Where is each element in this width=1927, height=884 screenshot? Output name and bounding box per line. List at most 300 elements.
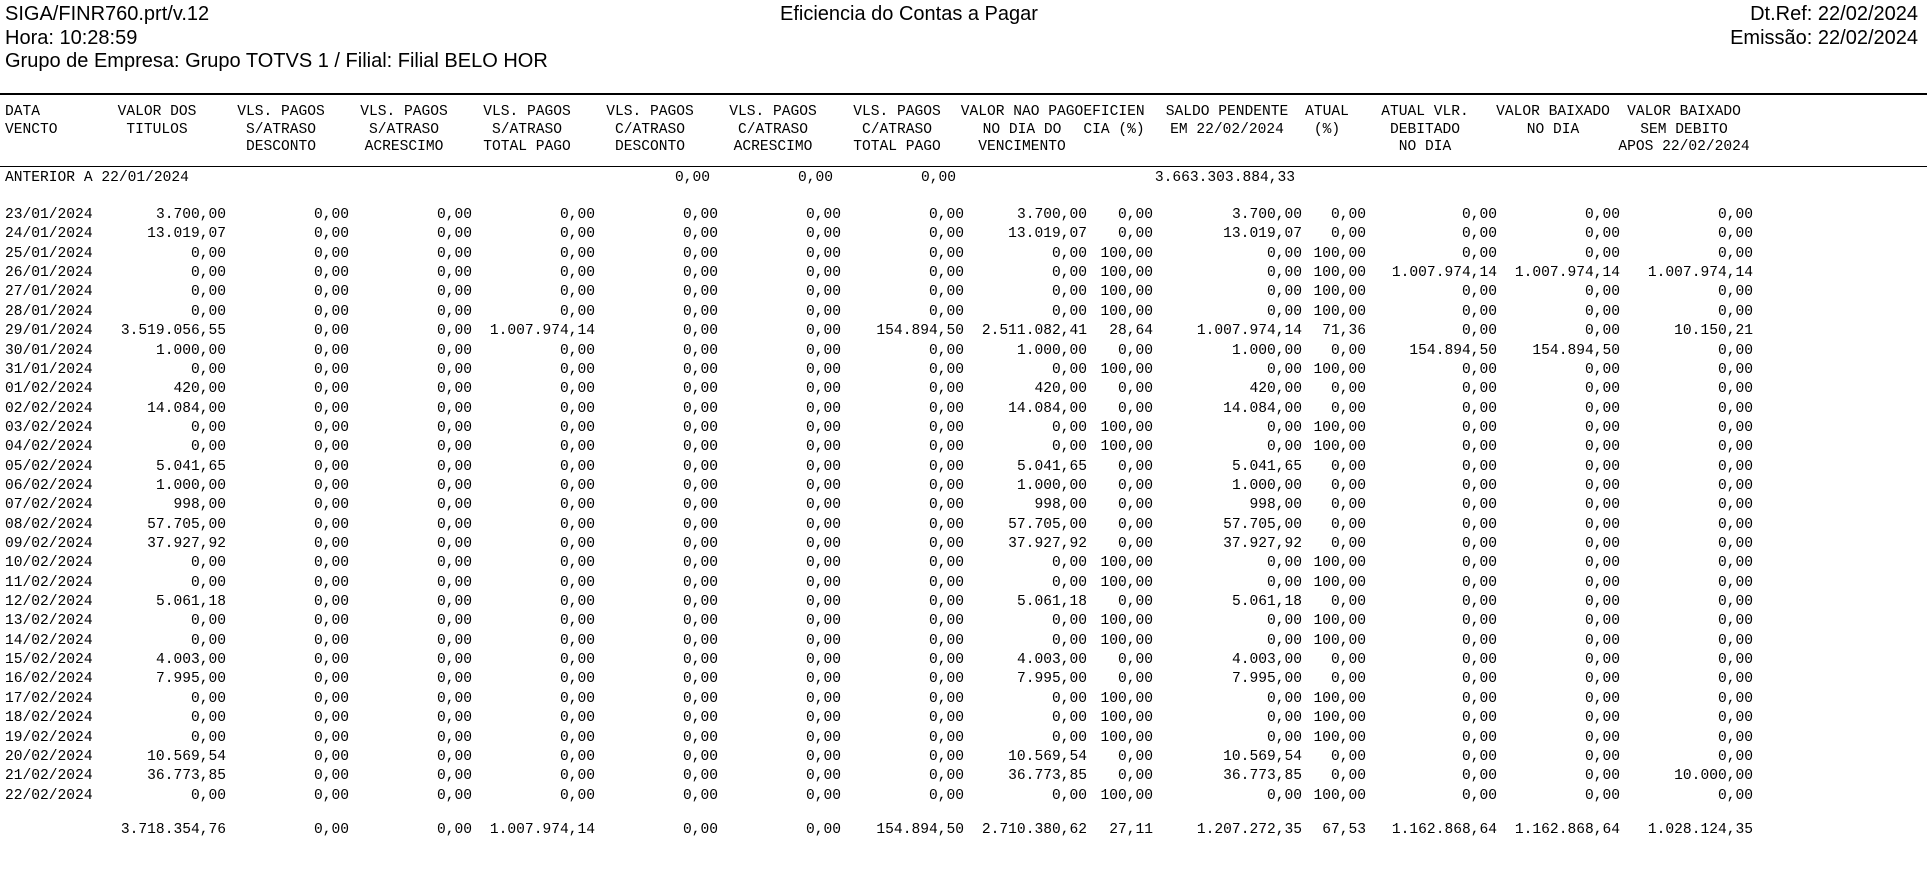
cell-c-atraso-desconto: 0,00: [682, 207, 718, 223]
cell-atual-pct: 100,00: [1313, 245, 1366, 262]
cell-c-atraso-acrescimo: 0,00: [805, 671, 841, 688]
cell-atual-pct: 0,00: [1330, 458, 1366, 475]
cell-eficiencia: 0,00: [1117, 748, 1153, 765]
cell-atual-pct: 100,00: [1313, 632, 1366, 649]
cell-s-atraso-acrescimo: 0,00: [436, 226, 472, 243]
cell-s-atraso-acrescimo: 0,00: [436, 207, 472, 223]
cell-s-atraso-total: 0,00: [559, 477, 595, 494]
cell-s-atraso-total: 0,00: [559, 303, 595, 320]
cell-c-atraso-acrescimo: 0,00: [805, 594, 841, 610]
total-s-atraso-desconto: 0,00: [313, 822, 349, 838]
cell-eficiencia: 100,00: [1100, 632, 1153, 649]
cell-data-vencto: 26/01/2024: [5, 265, 93, 282]
cell-atual-pct: 100,00: [1313, 690, 1366, 707]
cell-c-atraso-desconto: 0,00: [682, 729, 718, 746]
cell-valor-baixado-dia: 0,00: [1584, 555, 1620, 572]
cell-data-vencto: 11/02/2024: [5, 574, 93, 591]
cell-c-atraso-acrescimo: 0,00: [805, 613, 841, 630]
cell-s-atraso-desconto: 0,00: [313, 710, 349, 727]
cell-atual-pct: 100,00: [1313, 303, 1366, 320]
cell-eficiencia: 100,00: [1100, 245, 1153, 262]
cell-c-atraso-total: 0,00: [928, 555, 964, 572]
cell-saldo-pendente: 0,00: [1266, 303, 1302, 320]
cell-s-atraso-desconto: 0,00: [313, 419, 349, 436]
cell-atual-pct: 100,00: [1313, 284, 1366, 301]
cell-saldo-pendente: 0,00: [1266, 632, 1302, 649]
cell-c-atraso-total: 0,00: [928, 245, 964, 262]
cell-c-atraso-acrescimo: 0,00: [805, 516, 841, 533]
cell-c-atraso-desconto: 0,00: [682, 710, 718, 727]
cell-valor-titulos: 57.705,00: [147, 516, 226, 533]
column-header-c-atraso-acrescimo: VLS. PAGOS C/ATRASO ACRESCIMO: [729, 104, 817, 155]
cell-valor-nao-pago: 0,00: [1051, 361, 1087, 378]
cell-valor-nao-pago: 0,00: [1051, 439, 1087, 456]
cell-c-atraso-total: 0,00: [928, 768, 964, 785]
cell-atual-vlr-debitado: 0,00: [1461, 729, 1497, 746]
cell-data-vencto: 14/02/2024: [5, 632, 93, 649]
cell-atual-pct: 100,00: [1313, 419, 1366, 436]
cell-saldo-pendente: 0,00: [1266, 613, 1302, 630]
cell-valor-nao-pago: 420,00: [1034, 381, 1087, 398]
cell-valor-baixado-sem-debito: 0,00: [1717, 594, 1753, 610]
cell-c-atraso-desconto: 0,00: [682, 497, 718, 514]
cell-valor-baixado-dia: 0,00: [1584, 787, 1620, 804]
cell-data-vencto: 25/01/2024: [5, 245, 93, 262]
cell-valor-baixado-dia: 0,00: [1584, 419, 1620, 436]
column-header-s-atraso-desconto: VLS. PAGOS S/ATRASO DESCONTO: [237, 104, 325, 155]
cell-c-atraso-total: 0,00: [928, 710, 964, 727]
cell-valor-titulos: 5.041,65: [155, 458, 226, 475]
cell-eficiencia: 100,00: [1100, 710, 1153, 727]
total-saldo-pendente: 1.207.272,35: [1196, 822, 1302, 838]
column-header-valor-baixado-sem-debito: VALOR BAIXADO SEM DEBITO APOS 22/02/2024: [1618, 104, 1750, 155]
cell-c-atraso-total: 0,00: [928, 729, 964, 746]
cell-s-atraso-acrescimo: 0,00: [436, 574, 472, 591]
cell-valor-titulos: 0,00: [190, 419, 226, 436]
cell-valor-baixado-sem-debito: 0,00: [1717, 400, 1753, 417]
cell-saldo-pendente: 0,00: [1266, 245, 1302, 262]
cell-eficiencia: 0,00: [1117, 768, 1153, 785]
cell-saldo-pendente: 0,00: [1266, 710, 1302, 727]
cell-s-atraso-acrescimo: 0,00: [436, 613, 472, 630]
total-valor-baixado-sem-debito: 1.028.124,35: [1647, 822, 1753, 838]
cell-atual-vlr-debitado: 0,00: [1461, 748, 1497, 765]
header-divider: [0, 93, 1927, 95]
cell-data-vencto: 01/02/2024: [5, 381, 93, 398]
cell-s-atraso-desconto: 0,00: [313, 439, 349, 456]
cell-data-vencto: 31/01/2024: [5, 361, 93, 378]
cell-c-atraso-total: 0,00: [928, 671, 964, 688]
cell-valor-titulos: 37.927,92: [147, 536, 226, 552]
cell-s-atraso-desconto: 0,00: [313, 632, 349, 649]
cell-c-atraso-acrescimo: 0,00: [805, 652, 841, 668]
cell-atual-vlr-debitado: 0,00: [1461, 710, 1497, 727]
cell-atual-vlr-debitado: 0,00: [1461, 303, 1497, 320]
cell-s-atraso-acrescimo: 0,00: [436, 594, 472, 610]
cell-atual-pct: 100,00: [1313, 439, 1366, 456]
column-header-c-atraso-total: VLS. PAGOS C/ATRASO TOTAL PAGO: [853, 104, 941, 155]
cell-data-vencto: 20/02/2024: [5, 748, 93, 765]
cell-s-atraso-desconto: 0,00: [313, 207, 349, 223]
cell-s-atraso-total: 0,00: [559, 497, 595, 514]
cell-s-atraso-total: 0,00: [559, 613, 595, 630]
cell-valor-baixado-dia: 0,00: [1584, 613, 1620, 630]
cell-atual-pct: 0,00: [1330, 594, 1366, 610]
report-time: Hora: 10:28:59: [5, 27, 138, 49]
cell-eficiencia: 0,00: [1117, 477, 1153, 494]
cell-valor-nao-pago: 0,00: [1051, 245, 1087, 262]
cell-valor-nao-pago: 4.003,00: [1016, 652, 1087, 668]
cell-c-atraso-acrescimo: 0,00: [805, 497, 841, 514]
cell-s-atraso-desconto: 0,00: [313, 671, 349, 688]
cell-saldo-pendente: 0,00: [1266, 574, 1302, 591]
total-valor-titulos: 3.718.354,76: [120, 822, 226, 838]
cell-s-atraso-total: 0,00: [559, 768, 595, 785]
cell-valor-baixado-sem-debito: 0,00: [1717, 361, 1753, 378]
cell-s-atraso-total: 0,00: [559, 361, 595, 378]
cell-c-atraso-acrescimo: 0,00: [805, 303, 841, 320]
cell-valor-titulos: 0,00: [190, 284, 226, 301]
emission-date: Emissão: 22/02/2024: [1730, 27, 1918, 49]
cell-saldo-pendente: 0,00: [1266, 690, 1302, 707]
cell-valor-titulos: 3.700,00: [155, 207, 226, 223]
cell-valor-baixado-dia: 0,00: [1584, 652, 1620, 668]
cell-s-atraso-desconto: 0,00: [313, 323, 349, 340]
cell-c-atraso-desconto: 0,00: [682, 323, 718, 340]
cell-s-atraso-acrescimo: 0,00: [436, 284, 472, 301]
cell-c-atraso-desconto: 0,00: [682, 613, 718, 630]
cell-valor-baixado-sem-debito: 0,00: [1717, 477, 1753, 494]
cell-eficiencia: 100,00: [1100, 284, 1153, 301]
cell-s-atraso-acrescimo: 0,00: [436, 400, 472, 417]
total-atual-vlr-debitado: 1.162.868,64: [1391, 822, 1497, 838]
cell-data-vencto: 05/02/2024: [5, 458, 93, 475]
cell-s-atraso-total: 0,00: [559, 207, 595, 223]
column-header-valor-nao-pago: VALOR NAO PAGO NO DIA DO VENCIMENTO: [960, 104, 1084, 155]
cell-s-atraso-desconto: 0,00: [313, 787, 349, 804]
cell-atual-vlr-debitado: 0,00: [1461, 574, 1497, 591]
cell-atual-vlr-debitado: 0,00: [1461, 787, 1497, 804]
cell-data-vencto: 12/02/2024: [5, 594, 93, 610]
cell-valor-baixado-sem-debito: 0,00: [1717, 536, 1753, 552]
cell-valor-nao-pago: 1.000,00: [1016, 342, 1087, 359]
cell-eficiencia: 0,00: [1117, 536, 1153, 552]
cell-valor-baixado-dia: 0,00: [1584, 497, 1620, 514]
cell-atual-vlr-debitado: 0,00: [1461, 381, 1497, 398]
cell-valor-baixado-dia: 0,00: [1584, 632, 1620, 649]
cell-s-atraso-acrescimo: 0,00: [436, 342, 472, 359]
cell-s-atraso-acrescimo: 0,00: [436, 710, 472, 727]
cell-valor-baixado-sem-debito: 0,00: [1717, 439, 1753, 456]
cell-data-vencto: 10/02/2024: [5, 555, 93, 572]
cell-c-atraso-acrescimo: 0,00: [805, 536, 841, 552]
cell-s-atraso-total: 0,00: [559, 574, 595, 591]
cell-c-atraso-acrescimo: 0,00: [805, 207, 841, 223]
cell-valor-baixado-sem-debito: 0,00: [1717, 748, 1753, 765]
cell-s-atraso-acrescimo: 0,00: [436, 729, 472, 746]
cell-c-atraso-total: 0,00: [928, 787, 964, 804]
cell-valor-baixado-dia: 0,00: [1584, 303, 1620, 320]
cell-valor-titulos: 998,00: [173, 497, 226, 514]
cell-valor-nao-pago: 2.511.082,41: [981, 323, 1087, 340]
cell-eficiencia: 0,00: [1117, 381, 1153, 398]
cell-c-atraso-total: 154.894,50: [876, 323, 964, 340]
column-header-valor-titulos: VALOR DOS TITULOS: [117, 104, 197, 138]
cell-s-atraso-acrescimo: 0,00: [436, 516, 472, 533]
cell-s-atraso-total: 0,00: [559, 555, 595, 572]
cell-s-atraso-total: 0,00: [559, 265, 595, 282]
cell-valor-nao-pago: 3.700,00: [1016, 207, 1087, 223]
cell-eficiencia: 100,00: [1100, 574, 1153, 591]
cell-valor-nao-pago: 13.019,07: [1008, 226, 1087, 243]
cell-atual-vlr-debitado: 0,00: [1461, 400, 1497, 417]
cell-saldo-pendente: 0,00: [1266, 265, 1302, 282]
cell-data-vencto: 21/02/2024: [5, 768, 93, 785]
cell-c-atraso-total: 0,00: [928, 613, 964, 630]
cell-saldo-pendente: 0,00: [1266, 555, 1302, 572]
cell-valor-baixado-sem-debito: 0,00: [1717, 574, 1753, 591]
cell-s-atraso-acrescimo: 0,00: [436, 303, 472, 320]
cell-valor-nao-pago: 37.927,92: [1008, 536, 1087, 552]
cell-c-atraso-acrescimo: 0,00: [805, 768, 841, 785]
cell-c-atraso-desconto: 0,00: [682, 303, 718, 320]
cell-valor-nao-pago: 0,00: [1051, 265, 1087, 282]
cell-c-atraso-acrescimo: 0,00: [805, 632, 841, 649]
cell-valor-titulos: 0,00: [190, 787, 226, 804]
cell-valor-titulos: 0,00: [190, 245, 226, 262]
cell-valor-baixado-dia: 0,00: [1584, 516, 1620, 533]
cell-c-atraso-desconto: 0,00: [682, 419, 718, 436]
cell-c-atraso-desconto: 0,00: [682, 226, 718, 243]
cell-s-atraso-total: 0,00: [559, 729, 595, 746]
reference-date: Dt.Ref: 22/02/2024: [1750, 3, 1918, 25]
cell-data-vencto: 06/02/2024: [5, 477, 93, 494]
cell-valor-nao-pago: 0,00: [1051, 787, 1087, 804]
cell-valor-baixado-sem-debito: 0,00: [1717, 303, 1753, 320]
cell-eficiencia: 0,00: [1117, 458, 1153, 475]
cell-s-atraso-total: 0,00: [559, 671, 595, 688]
cell-atual-pct: 0,00: [1330, 497, 1366, 514]
cell-valor-baixado-dia: 0,00: [1584, 477, 1620, 494]
cell-atual-vlr-debitado: 0,00: [1461, 477, 1497, 494]
cell-c-atraso-desconto: 0,00: [682, 458, 718, 475]
cell-atual-pct: 0,00: [1330, 748, 1366, 765]
cell-c-atraso-total: 0,00: [928, 400, 964, 417]
cell-valor-baixado-dia: 0,00: [1584, 458, 1620, 475]
cell-valor-baixado-dia: 0,00: [1584, 690, 1620, 707]
anterior-acrescimo: 0,00: [797, 170, 833, 186]
cell-s-atraso-acrescimo: 0,00: [436, 439, 472, 456]
cell-valor-baixado-sem-debito: 0,00: [1717, 516, 1753, 533]
cell-atual-vlr-debitado: 0,00: [1461, 361, 1497, 378]
cell-s-atraso-desconto: 0,00: [313, 516, 349, 533]
cell-data-vencto: 08/02/2024: [5, 516, 93, 533]
cell-valor-titulos: 0,00: [190, 303, 226, 320]
cell-atual-pct: 100,00: [1313, 729, 1366, 746]
cell-atual-pct: 100,00: [1313, 265, 1366, 282]
cell-eficiencia: 100,00: [1100, 555, 1153, 572]
cell-valor-baixado-dia: 0,00: [1584, 207, 1620, 223]
cell-s-atraso-desconto: 0,00: [313, 497, 349, 514]
cell-valor-baixado-sem-debito: 0,00: [1717, 652, 1753, 668]
cell-eficiencia: 0,00: [1117, 497, 1153, 514]
cell-s-atraso-acrescimo: 0,00: [436, 361, 472, 378]
cell-c-atraso-acrescimo: 0,00: [805, 419, 841, 436]
cell-atual-vlr-debitado: 0,00: [1461, 419, 1497, 436]
cell-atual-pct: 100,00: [1313, 555, 1366, 572]
cell-saldo-pendente: 7.995,00: [1231, 671, 1302, 688]
cell-valor-nao-pago: 5.061,18: [1016, 594, 1087, 610]
column-header-data-vencto: DATA VENCTO: [5, 104, 58, 138]
total-c-atraso-desconto: 0,00: [682, 822, 718, 838]
cell-s-atraso-acrescimo: 0,00: [436, 419, 472, 436]
cell-s-atraso-desconto: 0,00: [313, 265, 349, 282]
cell-atual-vlr-debitado: 0,00: [1461, 632, 1497, 649]
cell-c-atraso-acrescimo: 0,00: [805, 748, 841, 765]
cell-c-atraso-acrescimo: 0,00: [805, 710, 841, 727]
cell-atual-vlr-debitado: 0,00: [1461, 226, 1497, 243]
cell-valor-baixado-dia: 0,00: [1584, 574, 1620, 591]
cell-data-vencto: 19/02/2024: [5, 729, 93, 746]
cell-s-atraso-total: 0,00: [559, 536, 595, 552]
cell-valor-baixado-sem-debito: 0,00: [1717, 787, 1753, 804]
cell-s-atraso-total: 0,00: [559, 594, 595, 610]
cell-s-atraso-total: 0,00: [559, 748, 595, 765]
cell-saldo-pendente: 0,00: [1266, 787, 1302, 804]
cell-data-vencto: 17/02/2024: [5, 690, 93, 707]
cell-atual-vlr-debitado: 0,00: [1461, 516, 1497, 533]
cell-valor-baixado-sem-debito: 0,00: [1717, 710, 1753, 727]
cell-eficiencia: 0,00: [1117, 671, 1153, 688]
cell-s-atraso-desconto: 0,00: [313, 303, 349, 320]
column-header-divider: [0, 166, 1927, 167]
cell-s-atraso-desconto: 0,00: [313, 458, 349, 475]
cell-valor-baixado-sem-debito: 0,00: [1717, 381, 1753, 398]
cell-atual-pct: 100,00: [1313, 613, 1366, 630]
cell-atual-pct: 100,00: [1313, 710, 1366, 727]
cell-c-atraso-desconto: 0,00: [682, 439, 718, 456]
cell-s-atraso-desconto: 0,00: [313, 381, 349, 398]
cell-saldo-pendente: 420,00: [1249, 381, 1302, 398]
cell-eficiencia: 0,00: [1117, 400, 1153, 417]
cell-s-atraso-total: 0,00: [559, 226, 595, 243]
cell-s-atraso-acrescimo: 0,00: [436, 265, 472, 282]
cell-saldo-pendente: 4.003,00: [1231, 652, 1302, 668]
cell-c-atraso-total: 0,00: [928, 381, 964, 398]
cell-valor-baixado-dia: 0,00: [1584, 729, 1620, 746]
cell-valor-titulos: 36.773,85: [147, 768, 226, 785]
cell-saldo-pendente: 14.084,00: [1223, 400, 1302, 417]
cell-atual-vlr-debitado: 0,00: [1461, 652, 1497, 668]
cell-valor-baixado-sem-debito: 0,00: [1717, 458, 1753, 475]
cell-valor-nao-pago: 14.084,00: [1008, 400, 1087, 417]
cell-c-atraso-acrescimo: 0,00: [805, 458, 841, 475]
cell-valor-titulos: 0,00: [190, 361, 226, 378]
cell-c-atraso-acrescimo: 0,00: [805, 555, 841, 572]
cell-valor-nao-pago: 36.773,85: [1008, 768, 1087, 785]
cell-c-atraso-total: 0,00: [928, 342, 964, 359]
cell-data-vencto: 28/01/2024: [5, 303, 93, 320]
cell-eficiencia: 100,00: [1100, 439, 1153, 456]
total-valor-nao-pago: 2.710.380,62: [981, 822, 1087, 838]
cell-data-vencto: 18/02/2024: [5, 710, 93, 727]
program-id: SIGA/FINR760.prt/v.12: [5, 3, 210, 25]
cell-c-atraso-desconto: 0,00: [682, 787, 718, 804]
cell-data-vencto: 04/02/2024: [5, 439, 93, 456]
cell-c-atraso-acrescimo: 0,00: [805, 400, 841, 417]
cell-c-atraso-total: 0,00: [928, 594, 964, 610]
cell-atual-pct: 100,00: [1313, 361, 1366, 378]
cell-data-vencto: 16/02/2024: [5, 671, 93, 688]
cell-valor-titulos: 0,00: [190, 690, 226, 707]
cell-atual-pct: 0,00: [1330, 516, 1366, 533]
cell-valor-baixado-dia: 0,00: [1584, 710, 1620, 727]
cell-s-atraso-total: 0,00: [559, 284, 595, 301]
cell-s-atraso-total: 0,00: [559, 245, 595, 262]
cell-valor-nao-pago: 998,00: [1034, 497, 1087, 514]
cell-valor-baixado-sem-debito: 10.000,00: [1674, 768, 1753, 785]
cell-atual-vlr-debitado: 0,00: [1461, 671, 1497, 688]
cell-valor-titulos: 13.019,07: [147, 226, 226, 243]
cell-valor-baixado-dia: 0,00: [1584, 400, 1620, 417]
cell-valor-titulos: 3.519.056,55: [120, 323, 226, 340]
cell-c-atraso-desconto: 0,00: [682, 245, 718, 262]
cell-c-atraso-acrescimo: 0,00: [805, 787, 841, 804]
cell-c-atraso-acrescimo: 0,00: [805, 574, 841, 591]
cell-saldo-pendente: 57.705,00: [1223, 516, 1302, 533]
cell-valor-baixado-dia: 0,00: [1584, 361, 1620, 378]
cell-c-atraso-total: 0,00: [928, 632, 964, 649]
cell-c-atraso-total: 0,00: [928, 361, 964, 378]
cell-valor-baixado-dia: 0,00: [1584, 748, 1620, 765]
cell-saldo-pendente: 36.773,85: [1223, 768, 1302, 785]
cell-c-atraso-desconto: 0,00: [682, 400, 718, 417]
cell-saldo-pendente: 1.000,00: [1231, 342, 1302, 359]
cell-c-atraso-desconto: 0,00: [682, 768, 718, 785]
cell-saldo-pendente: 998,00: [1249, 497, 1302, 514]
cell-valor-nao-pago: 0,00: [1051, 729, 1087, 746]
cell-valor-nao-pago: 0,00: [1051, 284, 1087, 301]
cell-s-atraso-desconto: 0,00: [313, 284, 349, 301]
cell-c-atraso-desconto: 0,00: [682, 342, 718, 359]
cell-atual-pct: 0,00: [1330, 536, 1366, 552]
cell-c-atraso-total: 0,00: [928, 303, 964, 320]
cell-c-atraso-desconto: 0,00: [682, 536, 718, 552]
cell-eficiencia: 0,00: [1117, 594, 1153, 610]
cell-valor-baixado-dia: 0,00: [1584, 439, 1620, 456]
cell-eficiencia: 0,00: [1117, 207, 1153, 223]
cell-valor-titulos: 0,00: [190, 632, 226, 649]
cell-data-vencto: 07/02/2024: [5, 497, 93, 514]
cell-atual-vlr-debitado: 0,00: [1461, 690, 1497, 707]
cell-atual-vlr-debitado: 0,00: [1461, 594, 1497, 610]
cell-valor-baixado-dia: 0,00: [1584, 245, 1620, 262]
cell-valor-nao-pago: 0,00: [1051, 710, 1087, 727]
cell-valor-baixado-dia: 0,00: [1584, 323, 1620, 340]
cell-s-atraso-desconto: 0,00: [313, 748, 349, 765]
cell-s-atraso-desconto: 0,00: [313, 574, 349, 591]
cell-s-atraso-desconto: 0,00: [313, 652, 349, 668]
cell-atual-vlr-debitado: 0,00: [1461, 458, 1497, 475]
cell-valor-nao-pago: 0,00: [1051, 555, 1087, 572]
column-header-atual-pct: ATUAL (%): [1305, 104, 1349, 138]
cell-c-atraso-acrescimo: 0,00: [805, 439, 841, 456]
cell-valor-nao-pago: 0,00: [1051, 690, 1087, 707]
cell-eficiencia: 100,00: [1100, 613, 1153, 630]
cell-c-atraso-total: 0,00: [928, 284, 964, 301]
cell-s-atraso-total: 0,00: [559, 710, 595, 727]
cell-saldo-pendente: 5.041,65: [1231, 458, 1302, 475]
